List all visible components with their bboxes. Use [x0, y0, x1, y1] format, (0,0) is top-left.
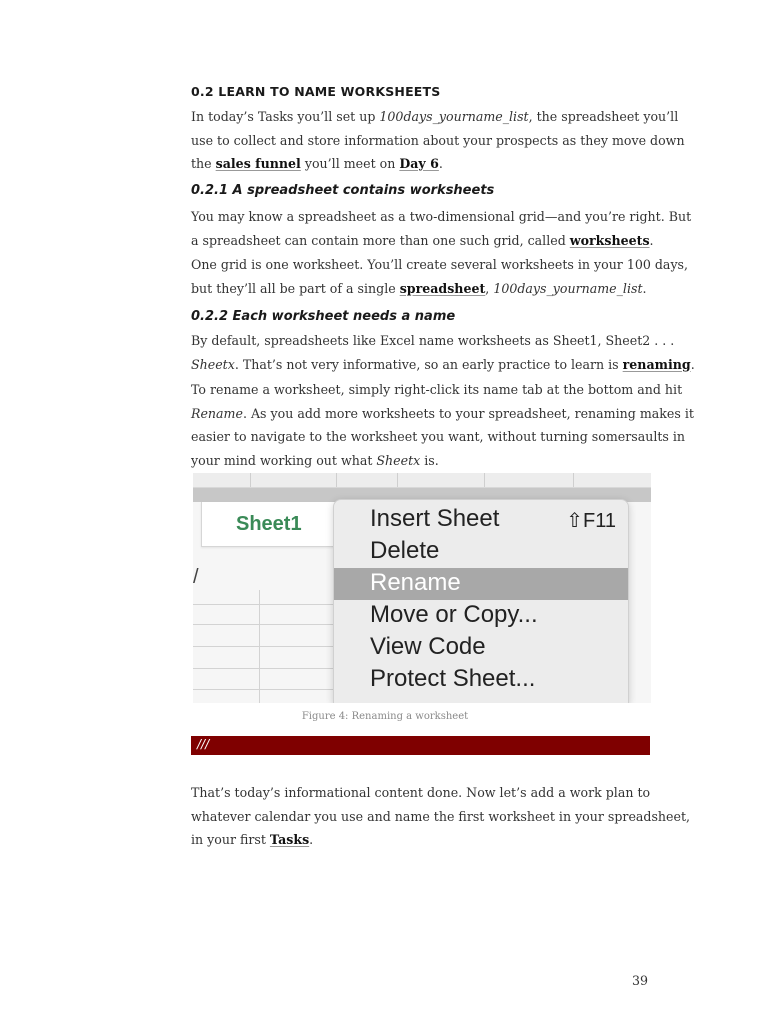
menu-item-move-or-copy[interactable]: Move or Copy...	[370, 601, 538, 628]
link-worksheets[interactable]: worksheets	[569, 232, 650, 248]
menu-item-protect-sheet[interactable]: Protect Sheet...	[370, 665, 536, 692]
link-spreadsheet[interactable]: spreadsheet	[399, 280, 486, 296]
figure-caption: Figure 4: Renaming a worksheet	[301, 711, 469, 722]
column-header-strip	[193, 473, 651, 488]
cell-grid	[193, 590, 333, 703]
sub1-paragraph-1: You may know a spreadsheet as a two-dimensional grid—and you’re right. But a spreadsheet can contain more than one such grid, called worksheets.	[191, 209, 692, 248]
link-tasks[interactable]: Tasks	[269, 832, 310, 847]
menu-item-delete[interactable]: Delete	[370, 537, 440, 564]
subsection-heading-1: 0.2.1 A spreadsheet contains worksheets	[191, 183, 495, 198]
page-number: 39	[632, 973, 649, 988]
sheet-tab[interactable]	[201, 502, 346, 547]
divider-label: ///	[197, 737, 210, 751]
shift-shortcut-icon: ⇧F11	[566, 510, 616, 532]
menu-item-view-code[interactable]: View Code	[370, 633, 486, 660]
sheet-tab-label: Sheet1	[236, 513, 302, 535]
section-heading: 0.2 LEARN TO NAME WORKSHEETS	[191, 84, 441, 99]
section-divider	[191, 736, 650, 755]
slash-mark: /	[193, 566, 199, 588]
link-renaming[interactable]: renaming	[622, 356, 691, 372]
sub2-paragraph-2: To rename a worksheet, simply right-click its name tab at the bottom and hit Rename. As you add more worksheets to your spreadsheet, renaming makes it easier to navigate to the worksheet you want, without turning somersaults in your mind working out what Sheetx is.	[191, 382, 694, 468]
sub2-paragraph-1: By default, spreadsheets like Excel name worksheets as Sheet1, Sheet2 . . . Sheetx. That’s not very informative, so an early practice to learn is renaming.	[191, 333, 695, 372]
context-menu	[333, 499, 629, 703]
link-day-6[interactable]: Day 6	[399, 156, 439, 171]
menu-item-insert-sheet[interactable]: Insert Sheet ⇧F11	[370, 505, 616, 532]
figure-rename-screenshot	[193, 473, 651, 703]
menu-item-rename[interactable]: Rename	[334, 568, 628, 600]
intro-paragraph: In today’s Tasks you’ll set up 100days_yourname_list, the spreadsheet you’ll use to collect and store information about your prospects as they move down the sales funnel you’ll meet on Day 6.	[191, 109, 685, 171]
subsection-heading-2: 0.2.2 Each worksheet needs a name	[191, 309, 456, 324]
closing-paragraph: That’s today’s informational content done. Now let’s add a work plan to whatever calendar you use and name the first worksheet in your spreadsheet, in your first Tasks.	[191, 785, 691, 847]
sub1-paragraph-2: One grid is one worksheet. You’ll create several worksheets in your 100 days, but they’ll all be part of a single spreadsheet, 100days_yourname_list.	[191, 257, 689, 296]
link-sales-funnel[interactable]: sales funnel	[215, 156, 301, 171]
